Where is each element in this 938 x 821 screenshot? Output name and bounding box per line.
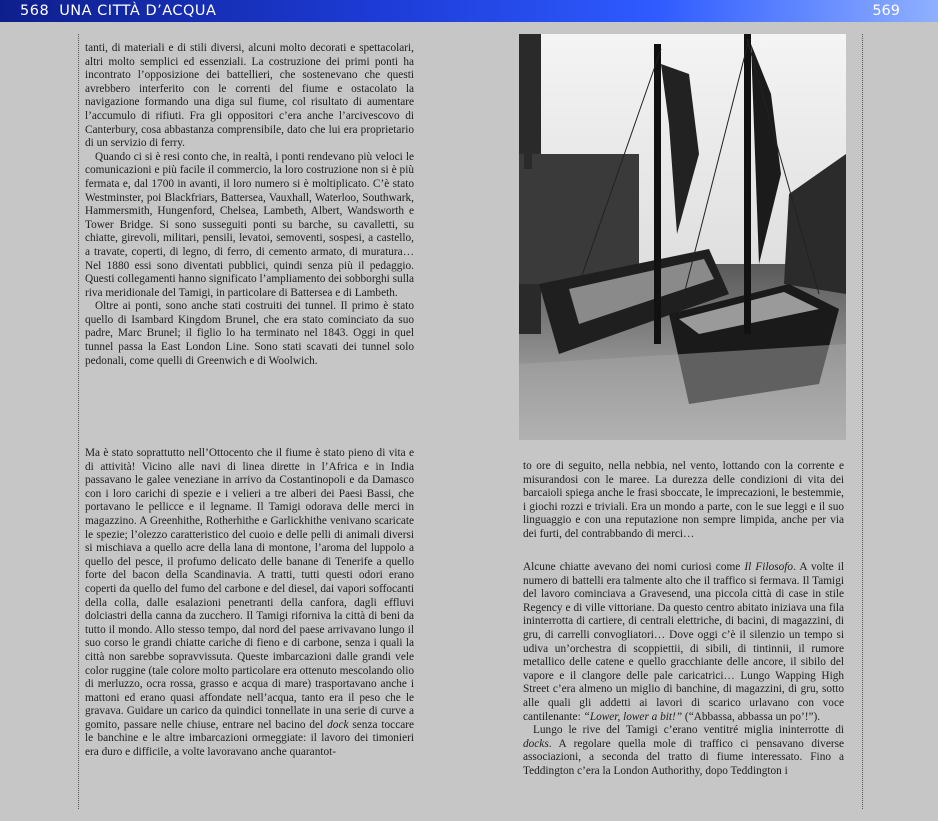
- right-page-number: 569: [872, 3, 900, 19]
- running-title: UNA CITTÀ D’ACQUA: [59, 3, 217, 19]
- right-margin-rule: [862, 34, 863, 809]
- paragraph: Quando ci si è resi conto che, in realtà, i ponti rendevano più veloci le comunicazioni e più facile il commercio, la loro costruzione non si è più fermata e, dal 1700 in avanti, il loro numero si è moltiplicato. C’è stato Westminster, poi Blackfriars, Battersea, Vauxhall, Waterloo, Southwark, Hammersmith, Hungenford, Chelsea, Lambeth, Albert, Wandsworth e Tower Bridge. Si sono susseguiti ponti su barche, su cavalletti, su chiatte, girevoli, militari, pensili, levatoi, semoventi, sospesi, a castello, a travate, coperti, di legno, di ferro, di cemento armato, di muratura… Nel 1880 essi sono diventati pubblici, quindi senza più il pedaggio. Questi collegamenti hanno significato l’ampliamento dei sobborghi sulla riva meridionale del Tamigi, in particolare di Battersea e di Lambeth.: [85, 150, 414, 299]
- text-run: Ma è stato soprattutto nell’Ottocento che il fiume è stato pieno di vita e di attività! Vicino alle navi di linea dirette in l’Africa e in India passavano le galee veneziane in arrivo da Costantinopoli e da Damasco con i loro carichi di spezie e i velieri a tre alberi dei Paesi Bassi, che portavano le pellicce e il legname. Il Tamigi odorava delle merci in magazzino. A Greenhithe, Rotherhithe e Garlickhithe venivano scaricate le spezie; l’olezzo caratteristico del cuoio e delle pelli di animali diversi si mischiava a quello acre della lana di montone, l’aroma del luppolo a quello del pesce, il profumo delicato delle banane di Tenerife a quello forte del bacon della Scandinavia. A tratti, tutti questi odori erano coperti da quello del fumo del carbone e del diesel, dai vapori soffocanti della colla, dalle esalazioni penetranti della canfora, dagli effluvi dolciastri della canna da zucchero. Il Tamigi riforniva la città di beni da tutto il mondo. Allo stesso tempo, dal nord del paese arrivavano lungo il suo corso le grandi chiatte cariche di fieno e di carbone, senza i quali la città non sarebbe sopravvissuta. Queste imbarcazioni dalle grandi vele color ruggine (tale colore molto particolare era ottenuto mescolando olio di merluzzo, ocra rossa, grasso e acqua di mare) trasportavano anche i mattoni ed erano quasi affondate nell’acqua, tanto era il peso che le gravava. Guidare un carico da quindici tonnellate in una serie di curve a gomito, passare nelle chiuse, entrare nel bacino del: [85, 447, 414, 731]
- left-column-bottom: [85, 447, 414, 760]
- paragraph: [85, 447, 414, 760]
- left-page-number: 568: [20, 3, 50, 19]
- right-column-body: [523, 561, 844, 779]
- photo-thames-barges: [519, 34, 846, 440]
- barges-photo-illustration: [519, 34, 846, 440]
- right-column-continuation: [523, 460, 844, 542]
- left-margin-rule: [78, 34, 79, 809]
- left-column-top: [85, 42, 414, 368]
- text-run: . A regolare quella mole di traffico ci pensavano diverse associazioni, a seconda del tratto di fiume interessato. Fino a Teddington c’era la London Authorithy, dopo Teddington i: [523, 737, 844, 777]
- text-run: Lungo le rive del Tamigi c’erano ventitré miglia ininterrotte di: [533, 724, 844, 737]
- paragraph: to ore di seguito, nella nebbia, nel vento, lottando con la corrente e misurandosi con le maree. La durezza delle condizioni di vita dei barcaioli spiega anche le frasi sboccate, le imprecazioni, le bestemmie, i giochi rozzi e triviali. Era un mondo a parte, con le sue leggi e il suo linguaggio e con una reputazione non sempre limpida, anche per via dei furti, del contrabbando di merci…: [523, 460, 844, 540]
- paragraph: tanti, di materiali e di stili diversi, alcuni molto decorati e spettacolari, altri molto semplici ed essenziali. La costruzione dei primi ponti ha incontrato l’opposizione dei battellieri, che sostenevano che questi avrebbero interferito con le correnti del fiume e ostacolato la navigazione formando una diga sul fiume, col risultato di aumentare l’accumulo di rifiuti. Fra gli oppositori c’era anche l’arcivescovo di Canterbury, cosa abbastanza comprensibile, dato che lui era proprietario di un servizio di ferry.: [85, 42, 414, 150]
- italic-quote: “Lower, lower a bit!”: [583, 710, 683, 723]
- running-head: [20, 3, 216, 19]
- text-run: . A volte il numero di battelli era talmente alto che il traffico si fermava. Il Tamigi del lavoro cominciava a Gravesend, una piccola città di case in stile Regency e di ville vittoriane. Da questo centro abitato iniziava una fila ininterrotta di cartiere, di centrali elettriche, di bacini, di magazzini, di gru, di carrelli convogliatori… Dove oggi c’è il silenzio un tempo si udiva un’orchestra di scoppiettii, di sibili, di tintinnii, il rumore metallico delle catene e quello gracchiante delle ancore, il sibilo del vapore e il clangore delle pale caricatrici… Lungo Wapping High Street c’era almeno un miglio di banchine, di magazzini, di gru, sotto alle quali gli addetti ai lavori di scarico urlavano con voce cantilenante:: [523, 561, 844, 723]
- italic-term: docks: [523, 737, 549, 750]
- paragraph: [523, 724, 844, 778]
- text-run: (“Abbassa, abbassa un po’!”).: [682, 710, 821, 723]
- italic-term: dock: [327, 718, 349, 731]
- header-bar: [0, 0, 938, 22]
- text-run: Alcune chiatte avevano dei nomi curiosi come: [523, 561, 745, 573]
- paragraph: [523, 561, 844, 724]
- text-run: senza toccare le banchine e le altre imbarcazioni ormeggiate: il lavoro dei timonieri era duro e difficile, a volte lavoravano anche quarantot-: [85, 718, 414, 759]
- italic-title: Il Filosofo: [744, 561, 794, 573]
- paragraph: Oltre ai ponti, sono anche stati costruiti dei tunnel. Il primo è stato quello di Isambard Kingdom Brunel, che era stato cominciato da suo padre, Marc Brunel; il figlio lo ha terminato nel 1843. Oggi in quel tunnel passa la East London Line. Sono stati scavati dei tunnel solo pedonali, come quelli di Greenwich e di Woolwich.: [85, 300, 414, 367]
